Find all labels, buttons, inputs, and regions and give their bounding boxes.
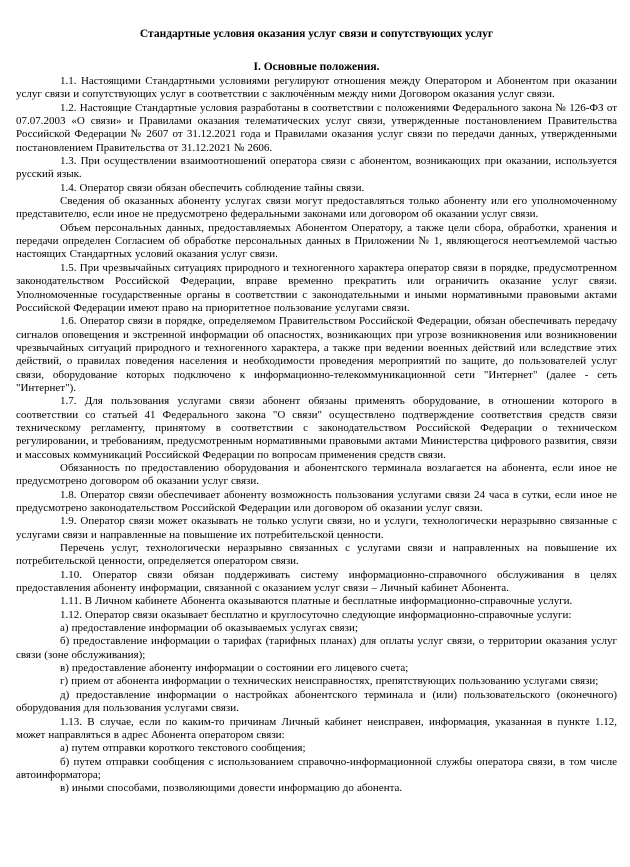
paragraph: 1.2. Настоящие Стандартные условия разработаны в соответствии с положениями Федерального закона № 126-ФЗ от 07.07.2003 «О связи» и Правилами оказания телематических услуг связи, утвержденные постановлением Правительства Российской Федерации № 2607 от 31.12.2021 года и Правилами оказания услуг связи по передачи данных, утвержденными постановлением Правительства от 31.12.2021 № 2606. [16,101,617,154]
paragraph: 1.5. При чрезвычайных ситуациях природного и техногенного характера оператор связи в порядке, предусмотренном законодательством Российской Федерации, вправе временно прекратить или ограничить оказание услуг связи. Уполномоченные государственные органы в соответствии с законодательными и иными нормативными правовыми актами Российской Федерации имеют право на приоритетное пользование услугами связи. [16,261,617,314]
paragraph: б) путем отправки сообщения с использованием справочно-информационной службы оператора связи, в том числе автоинформатора; [16,755,617,781]
section-heading: I. Основные положения. [253,61,380,73]
document-title: Стандартные условия оказания услуг связи и сопутствующих услуг [139,28,494,40]
paragraph: б) предоставление информации о тарифах (тарифных планах) для оплаты услуг связи, о территории оказания услуг связи (зоне обслуживания); [16,635,617,661]
paragraph: 1.9. Оператор связи может оказывать не только услуги связи, но и услуги, технологически неразрывно связанные с услугами связи и направленные на повышение их потребительской ценности. [16,515,617,541]
paragraph: Сведения об оказанных абоненту услугах связи могут предоставляться только абоненту или его уполномоченному представителю, если иное не предусмотрено федеральными законами или договором об оказании услуг связи. [16,195,617,221]
paragraph: 1.3. При осуществлении взаимоотношений оператора связи с абонентом, возникающих при оказании, используется русский язык. [16,155,617,181]
paragraph: в) иными способами, позволяющими довести информацию до абонента. [60,782,403,795]
paragraph: 1.10. Оператор связи обязан поддерживать систему информационно-справочного обслуживания в целях предоставления абоненту информации, связанной с оказанием услуг связи – Личный кабинет Абонента. [16,568,617,595]
paragraph: а) предоставление информации об оказываемых услугах связи; [60,622,358,635]
paragraph: 1.7. Для пользования услугами связи абонент обязаны применять оборудование, в отношении которого в соответствии со статьей 41 Федерального закона "О связи" осуществлено подтверждение соответствия средств связи техническому регламенту, принятому в соответствии с законодательством Российской Федерации о техническом регулировании, и требованиям, предусмотренным нормативными правовыми актами Министерства цифрового развития, связи и массовых коммуникаций Российской Федерации по вопросам применения средств связи. [16,395,617,461]
paragraph: д) предоставление информации о настройках абонентского терминала и (или) пользовательского (оконечного) оборудования для пользования услугами связи. [16,688,617,715]
paragraph: 1.13. В случае, если по каким-то причинам Личный кабинет неисправен, информация, указанная в пункте 1.12, может направляться в адрес Абонента оператором связи: [16,715,617,741]
paragraph: 1.6. Оператор связи в порядке, определяемом Правительством Российской Федерации, обязан обеспечивать передачу сигналов оповещения и экстренной информации об опасностях, возникающих при угрозе возникновения или возникновении чрезвычайных ситуаций природного и техногенного характера, а также при ведении военных действий или вследствие этих действий, о правилах поведения населения и необходимости проведения мероприятий по защите, до пользователей услуг связи, оборудование которых подключено к информационно-телекоммуникационной сети "Интернет" (далее - сеть "Интернет"). [16,315,617,394]
paragraph: 1.11. В Личном кабинете Абонента оказываются платные и бесплатные информационно-справочные услуги. [60,595,573,608]
paragraph: 1.1. Настоящими Стандартными условиями регулируют отношения между Оператором и Абонентом при оказании услуг связи и сопутствующих услуг в соответствии с заключённым между ними Договором оказания услуг связи. [16,75,617,101]
paragraph: Обязанность по предоставлению оборудования и абонентского терминала возлагается на абонента, если иное не предусмотрено договором об оказании услуг связи. [16,461,617,488]
paragraph: 1.4. Оператор связи обязан обеспечить соблюдение тайны связи. [60,181,365,194]
paragraph: г) прием от абонента информации о технических неисправностях, препятствующих пользованию услугами связи; [60,675,599,688]
paragraph: 1.12. Оператор связи оказывает бесплатно и круглосуточно следующие информационно-справочные услуги: [60,608,572,621]
paragraph: в) предоставление абоненту информации о состоянии его лицевого счета; [60,662,409,675]
paragraph: Перечень услуг, технологически неразрывно связанных с услугами связи и направленных на повышение их потребительской ценности, определяется оператором связи. [16,542,617,568]
paragraph: 1.8. Оператор связи обеспечивает абоненту возможность пользования услугами связи 24 часа в сутки, если иное не предусмотрено законодательством Российской Федерации или договором об оказании услуг связи. [16,488,617,514]
paragraph: Объем персональных данных, предоставляемых Абонентом Оператору, а также цели сбора, обработки, хранения и передачи определен Согласием об обработке персональных данных в Приложении № 1, являющегося неотъемлемой частью настоящих Стандартных условий оказания услуг связи. [16,221,617,261]
document-body [16,75,617,796]
paragraph: а) путем отправки короткого текстового сообщения; [60,742,306,755]
